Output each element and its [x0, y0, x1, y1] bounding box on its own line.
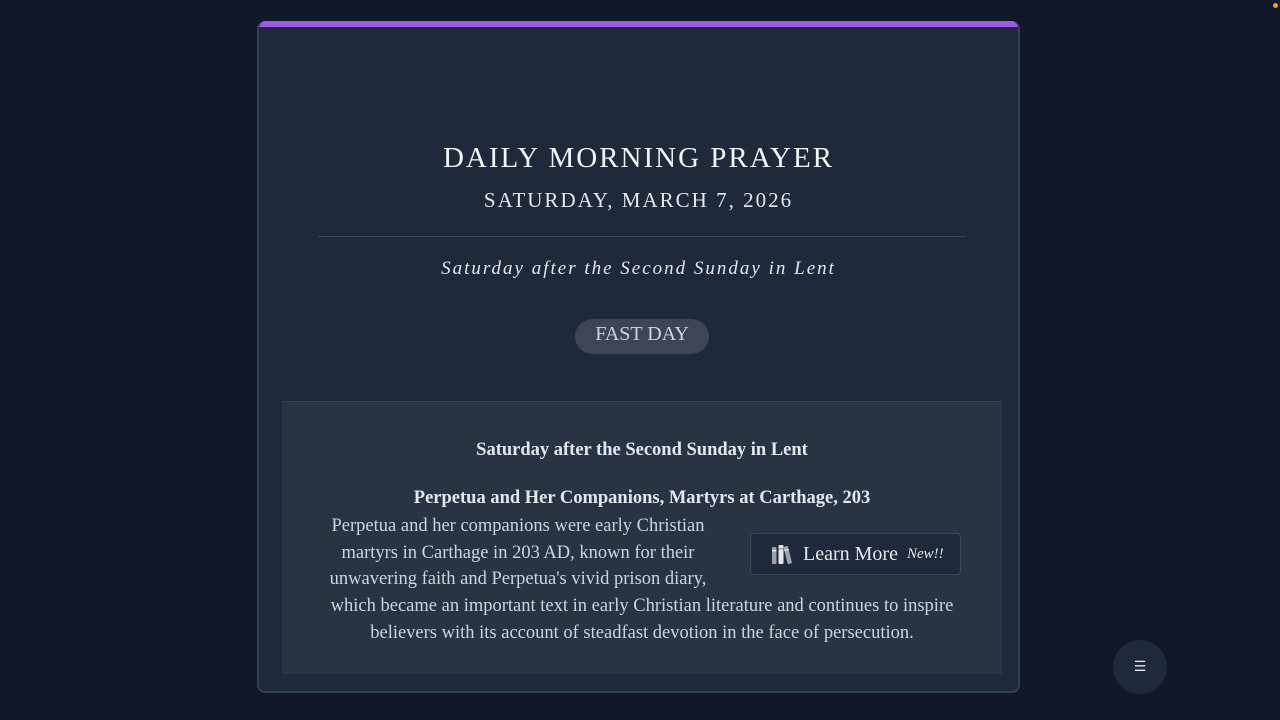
saint-heading: Perpetua and Her Companions, Martyrs at Carthage, 203: [413, 488, 871, 508]
commemoration-panel: [282, 401, 1002, 674]
saint-description-part1: Perpetua and her companions were early Christian martyrs in Carthage in 203 AD, known for their unwavering faith and Perpetua's vivid prison diary,: [329, 516, 707, 590]
menu-icon: ☰: [1133, 659, 1147, 675]
menu-button[interactable]: [1113, 640, 1167, 694]
day-heading: Saturday after the Second Sunday in Lent: [476, 440, 808, 460]
notification-dot: [1273, 3, 1278, 8]
books-icon: [771, 543, 795, 565]
saint-description-part2: which became an important text in early Christian literature and continues to inspire believers with its account of steadfast devotion in the face of persecution.: [330, 596, 954, 643]
card-accent-bar: [259, 21, 1018, 27]
prayer-date: SATURDAY, MARCH 7, 2026: [483, 188, 794, 212]
prayer-card: [257, 21, 1020, 693]
header-divider: [318, 236, 965, 237]
new-tag: New!!: [906, 545, 944, 562]
fast-day-badge: FAST DAY: [575, 319, 709, 354]
learn-more-label: Learn More: [803, 542, 898, 565]
liturgical-day: Saturday after the Second Sunday in Lent: [441, 258, 836, 279]
page-title: DAILY MORNING PRAYER: [442, 142, 835, 174]
learn-more-button[interactable]: [750, 533, 961, 575]
